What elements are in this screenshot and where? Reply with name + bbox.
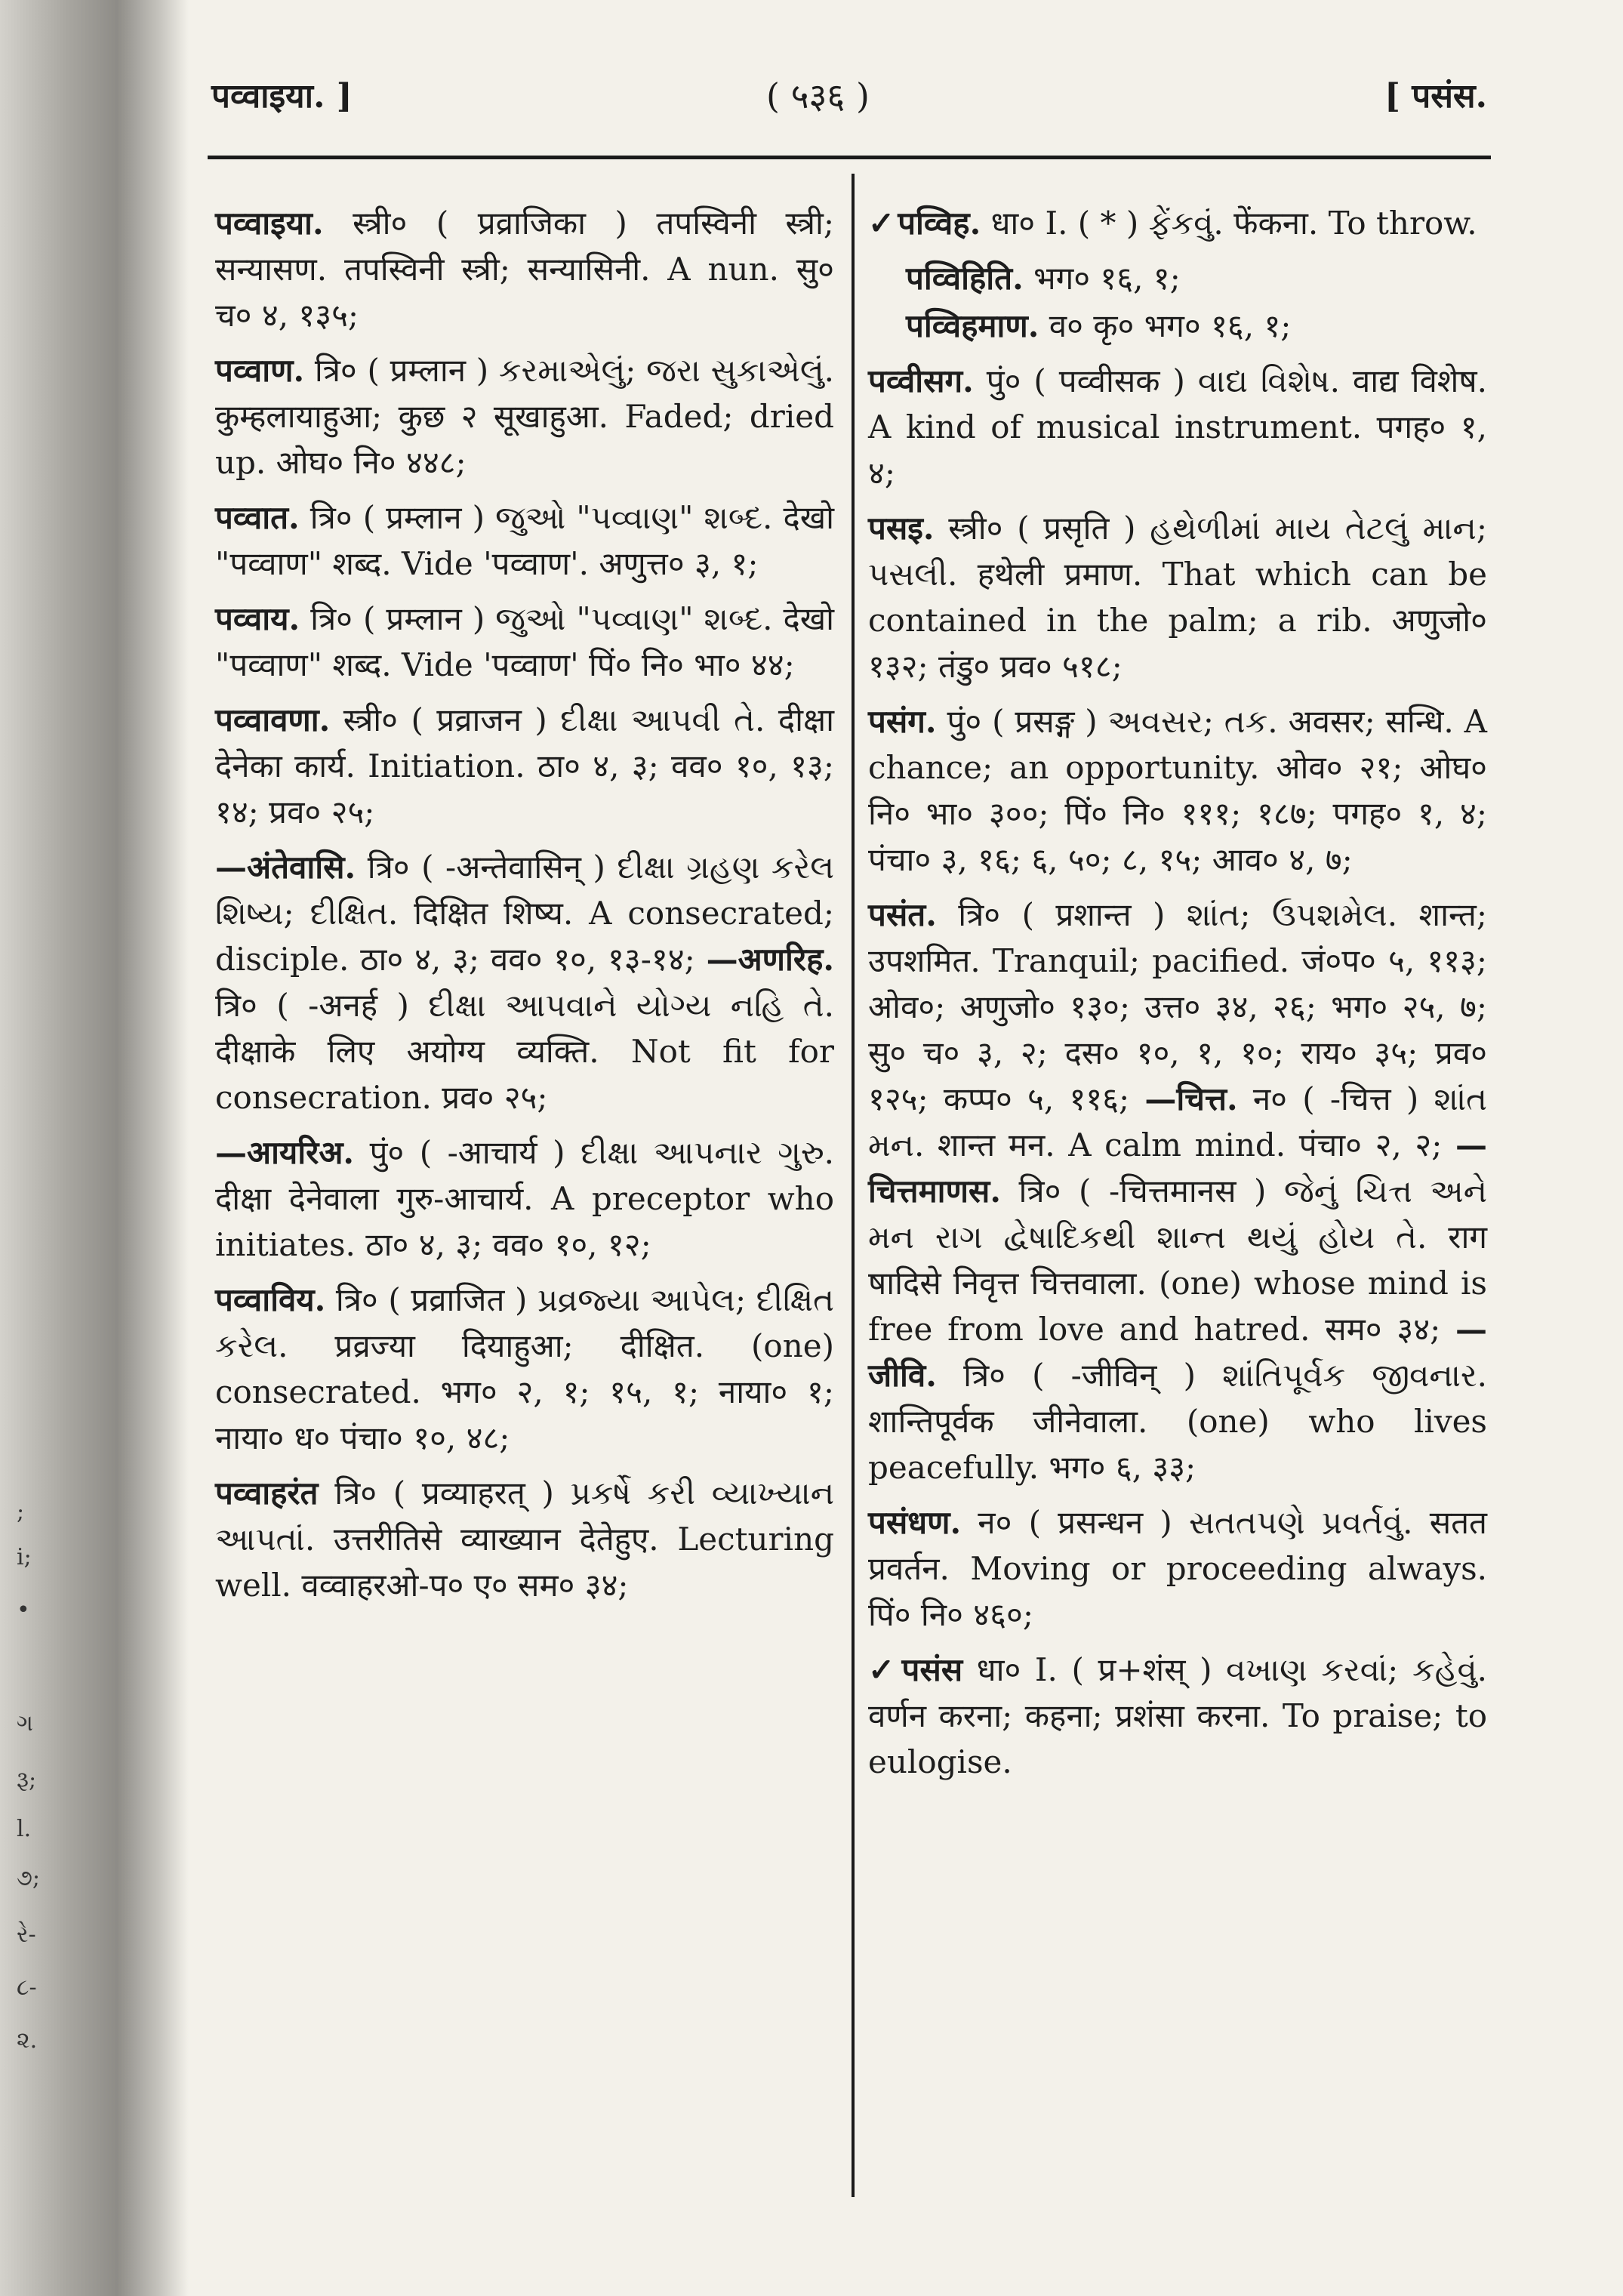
- column-divider: [852, 174, 855, 2197]
- dictionary-entry: [215, 1470, 834, 1608]
- page-number: ( ५३६ ): [766, 76, 870, 116]
- dictionary-entry: [215, 347, 834, 485]
- header-rule: [208, 156, 1491, 159]
- headword: पव्वाइया.: [215, 205, 324, 242]
- definition: त्रि० ( प्रव्राजित ) પ્રવ્રજ્યા આપેલ; દીક્ષિત કરેલ. प्रव्रज्या दियाहुआ; दीक्षित. (one) consecrated. भग० २, १; १५, १; नाया० १; नाया० ध० पंचा० १०, ४८;: [215, 1281, 834, 1456]
- definition: पुं० ( पव्वीसक ) વાદ્ય વિશેષ. वाद्य विशेष. A kind of musical instrument. पगह० १, ४;: [868, 362, 1487, 492]
- headword: पव्वीसग.: [868, 362, 974, 399]
- definition: त्रि० ( -अनर्ह ) દીક્ષા આપવાને યોગ્ય નહિ તે. दीक्षाके लिए अयोग्य व्यक्ति. Not fit for consecration. प्रव० २५;: [215, 987, 834, 1116]
- gutter-mark: ગ: [17, 1710, 33, 1737]
- sub-headword: —अंतेवासि.: [215, 849, 356, 886]
- gutter-mark: રૂ;: [17, 1767, 37, 1793]
- definition: स्त्री० ( प्रसृति ) હથેળીમાં માય તેટલું માન; પસલી. हथेली प्रमाण. That which can be contained in the palm; a rib. अणुजो० १३२; तंडु० प्रव० ५१८;: [868, 510, 1487, 685]
- sub-headword: पव्विहमाण.: [906, 307, 1039, 344]
- dictionary-entry: [868, 358, 1487, 496]
- dictionary-entry: [868, 1499, 1487, 1638]
- dictionary-entry: [868, 1647, 1487, 1785]
- definition: स्त्री० ( प्रव्राजन ) દીક્ષા આપવી તે. दीक्षा देनेका कार्य. Initiation. ठा० ४, ३; वव० १०, १३; १४; प्रव० २५;: [215, 701, 834, 831]
- definition: स्त्री० ( प्रव्राजिका ) तपस्विनी स्त्री; सन्यासण. तपस्विनी स्त्री; सन्यासिनी. A nun. सु० च० ४, १३५;: [215, 205, 835, 334]
- dictionary-entry: [215, 200, 834, 338]
- right-column: [868, 200, 1487, 1794]
- gutter-mark: •: [17, 1597, 30, 1623]
- sub-headword: पव्विहिति.: [906, 260, 1024, 297]
- sub-headword: —अणरिह.: [706, 941, 834, 978]
- dictionary-entry: [215, 495, 834, 587]
- definition: धा० I. ( * ) ફેંકવું. फेंकना. To throw.: [990, 205, 1477, 242]
- definition: त्रि० ( प्रव्याहरत् ) પ્રકર્ષે કરી વ્યાખ્યાન આપતાં. उत्तरीतिसे व्याख्यान देतेहुए. Lecturing well. वव्वाहरओ-प० ए० सम० ३४;: [215, 1475, 834, 1604]
- header-first-word: पव्वाइया. ]: [211, 77, 353, 116]
- dictionary-entry: [215, 1277, 834, 1461]
- definition: पुं० ( -आचार्य ) દીક્ષા આપનાર ગુરુ. दीक्षा देनेवाला गुरु-आचार्य. A preceptor who initiates. ठा० ४, ३; वव० १०, १२;: [215, 1134, 835, 1263]
- definition: न० ( प्रसन्धन ) સતતપણે પ્રવર્તવું. सतत प्रवर्तन. Moving or proceeding always. पिं० नि० ४६०;: [868, 1504, 1487, 1633]
- definition: त्रि० ( प्रम्लान ) જુઓ "પવ્વાણ" શબ્દ. देखो "पव्वाण" शब्द. Vide 'पव्वाण'. अणुत्त० ३, १;: [215, 499, 834, 582]
- headword: पसइ.: [868, 510, 935, 547]
- sub-headword: —जीवि.: [868, 1311, 1487, 1394]
- dictionary-entry: [868, 200, 1487, 246]
- gutter-mark: ૨.: [17, 2027, 38, 2054]
- gutter-mark: રે-: [17, 1922, 36, 1948]
- checkmark-icon: ✓: [868, 205, 895, 242]
- binding-gutter: [0, 0, 189, 2296]
- definition: न० ( -चित्त ) શાંત મન. शान्त मन. A calm mind. पंचा० २, २;: [868, 1080, 1487, 1163]
- verb-form: [868, 255, 1487, 301]
- sub-headword: —चित्तमाणस.: [868, 1126, 1487, 1210]
- headword: पव्वाहरंत: [215, 1475, 319, 1512]
- definition: पुं० ( प्रसङ्ग ) અવસર; તક. अवसर; सन्धि. A chance; an opportunity. ओव० २१; ओघ० नि० भा० ३००; पिं० नि० १११; १८७; पगह० १, ४; पंचा० ३, १६; ६, ५०; ८, १५; आव० ४, ७;: [868, 703, 1487, 878]
- sub-headword: —चित्त.: [1144, 1080, 1238, 1117]
- dictionary-subentry: [215, 844, 834, 1120]
- headword: पव्वाण.: [215, 352, 305, 389]
- checkmark-icon: ✓: [868, 1651, 899, 1688]
- dictionary-entry: [868, 892, 1487, 1490]
- gutter-mark: ૮-: [17, 1974, 37, 2001]
- dictionary-entry: [868, 505, 1487, 689]
- gutter-mark: ;: [17, 1499, 25, 1525]
- definition: त्रि० ( प्रशान्त ) શાંત; ઉપશમેલ. शान्त; उपशमित. Tranquil; pacified. जं०प० ५, ११३; ओव०; अणुजो० १३०; उत्त० ३४, २६; भग० २५, ७; सु० च० ३, २; दस० १०, १, १०; राय० ३५; प्रव० १२५; कप्प० ५, ११६;: [868, 896, 1487, 1117]
- headword: पसंग.: [868, 703, 937, 740]
- definition: त्रि० ( प्रम्लान ) કરમાએલું; જરા સુકાએલું. कुम्हलायाहुआ; कुछ २ सूखाहुआ. Faded; dried up. ओघ० नि० ४४८;: [215, 352, 834, 481]
- dictionary-entry: [215, 596, 834, 688]
- definition: त्रि० ( -जीविन् ) શાંતિપૂર્વક જીવનાર. शान्तिपूर्वक जीनेवाला. (one) who lives peacefully. भग० ६, ३३;: [868, 1357, 1487, 1486]
- dictionary-entry: [868, 698, 1487, 883]
- page-header: [211, 72, 1487, 140]
- headword: पव्वाय.: [215, 600, 300, 637]
- verb-form: [868, 303, 1487, 349]
- headword: पव्वावणा.: [215, 701, 331, 738]
- headword: पसंधण.: [868, 1504, 962, 1541]
- sub-headword: —आयरिअ.: [215, 1134, 355, 1171]
- headword: पव्वात.: [215, 499, 300, 536]
- left-column: [215, 200, 834, 1617]
- definition: व० कृ० भग० १६, १;: [1049, 307, 1292, 344]
- dictionary-subentry: [215, 1130, 834, 1268]
- gutter-mark: l.: [17, 1816, 32, 1842]
- headword: पव्वाविय.: [215, 1281, 326, 1318]
- gutter-mark: ૭;: [17, 1865, 40, 1891]
- definition: त्रि० ( प्रम्लान ) જુઓ "પવ્વાણ" શબ્દ. देखो "पव्वाण" शब्द. Vide 'पव्वाण' पिं० नि० भा० ४४;: [215, 600, 834, 683]
- header-last-word: [ पसंस.: [1384, 77, 1487, 116]
- headword: पव्विह.: [898, 205, 981, 242]
- headword: पसंस: [901, 1651, 963, 1688]
- definition: भग० १६, १;: [1033, 260, 1181, 297]
- dictionary-entry: [215, 697, 834, 835]
- definition: त्रि० ( -चित्तमानस ) જેનું ચિત્ત અને મન રાગ દ્વેષાદિકથી શાન્ત થયું હોય તે. राग षादिसे निवृत्त चित्तवाला. (one) whose mind is free from love and hatred. सम० ३४;: [868, 1173, 1487, 1348]
- gutter-mark: i;: [17, 1544, 32, 1570]
- definition: धा० I. ( प्र+शंस् ) વખાણ કરવાં; કહેવું. वर्णन करना; कहना; प्रशंसा करना. To praise; to eulogise.: [868, 1651, 1487, 1780]
- definition: त्रि० ( -अन्तेवासिन् ) દીક્ષા ગ્રહણ કરેલ શિષ્ય; દીક્ષિત. दिक्षित शिष्य. A consecrated; disciple. ठा० ४, ३; वव० १०, १३-१४;: [215, 849, 834, 978]
- headword: पसंत.: [868, 896, 937, 933]
